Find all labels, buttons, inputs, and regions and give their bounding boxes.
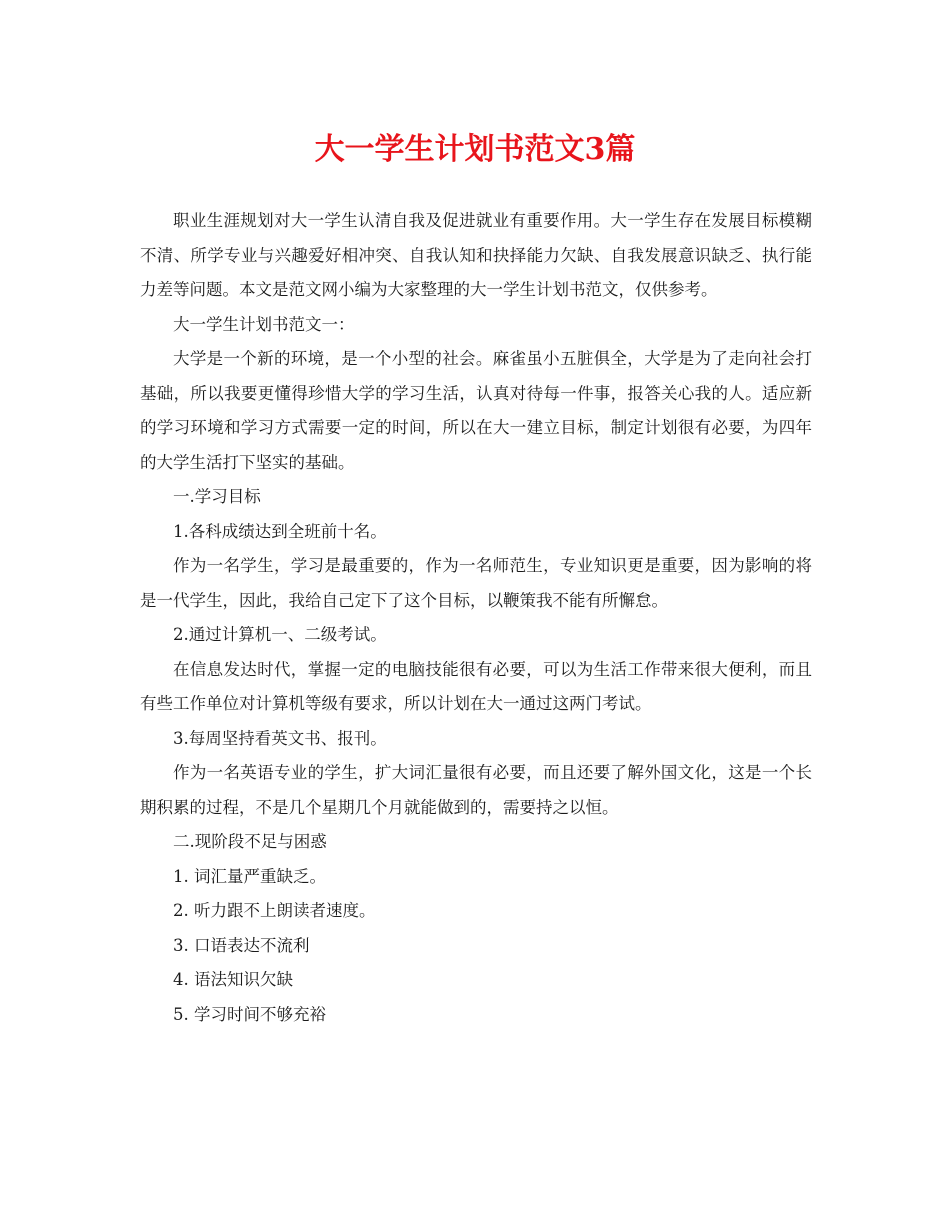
section-heading: 二.现阶段不足与困惑 [173, 832, 327, 851]
body-paragraph: 作为一名学生，学习是最重要的，作为一名师范生，专业知识更是重要，因为影响的将是一代学生，因此，我给自己定下了这个目标，以鞭策我不能有所懈怠。 [140, 556, 812, 610]
list-item: 5. 学习时间不够充裕 [173, 1004, 326, 1024]
list-item: 2. 听力跟不上朗读者速度。 [173, 901, 376, 920]
goal-item: 2.通过计算机一、二级考试。 [173, 625, 387, 644]
body-paragraph: 大学是一个新的环境，是一个小型的社会。麻雀虽小五脏俱全，大学是为了走向社会打基础，所以我要更懂得珍惜大学的学习生活，认真对待每一件事，报答关心我的人。适应新的学习环境和学习方式需要一定的时间，所以在大一建立目标，制定计划很有必要，为四年的大学生活打下坚实的基础。 [140, 349, 812, 472]
goal-item: 1.各科成绩达到全班前十名。 [173, 521, 387, 541]
body-paragraph: 作为一名英语专业的学生，扩大词汇量很有必要，而且还要了解外国文化，这是一个长期积累的过程，不是几个星期几个月就能做到的，需要持之以恒。 [140, 763, 812, 817]
list-item: 4. 语法知识欠缺 [173, 970, 293, 989]
document-body [140, 204, 812, 1032]
body-paragraph: 在信息发达时代，掌握一定的电脑技能很有必要，可以为生活工作带来很大便利，而且有些工作单位对计算机等级有要求，所以计划在大一通过这两门考试。 [140, 659, 812, 713]
section-heading: 一.学习目标 [173, 487, 261, 506]
goal-item: 3.每周坚持看英文书、报刊。 [173, 728, 387, 748]
sample-heading: 大一学生计划书范文一： [173, 314, 355, 334]
list-item: 1. 词汇量严重缺乏。 [173, 866, 326, 886]
intro-paragraph: 职业生涯规划对大一学生认清自我及促进就业有重要作用。大一学生存在发展目标模糊不清、所学专业与兴趣爱好相冲突、自我认知和抉择能力欠缺、自我发展意识缺乏、执行能力差等问题。本文是范文网小编为大家整理的大一学生计划书范文，仅供参考。 [140, 211, 812, 299]
list-item: 3. 口语表达不流利 [173, 935, 310, 955]
document-title: 大一学生计划书范文3篇 [314, 132, 636, 167]
